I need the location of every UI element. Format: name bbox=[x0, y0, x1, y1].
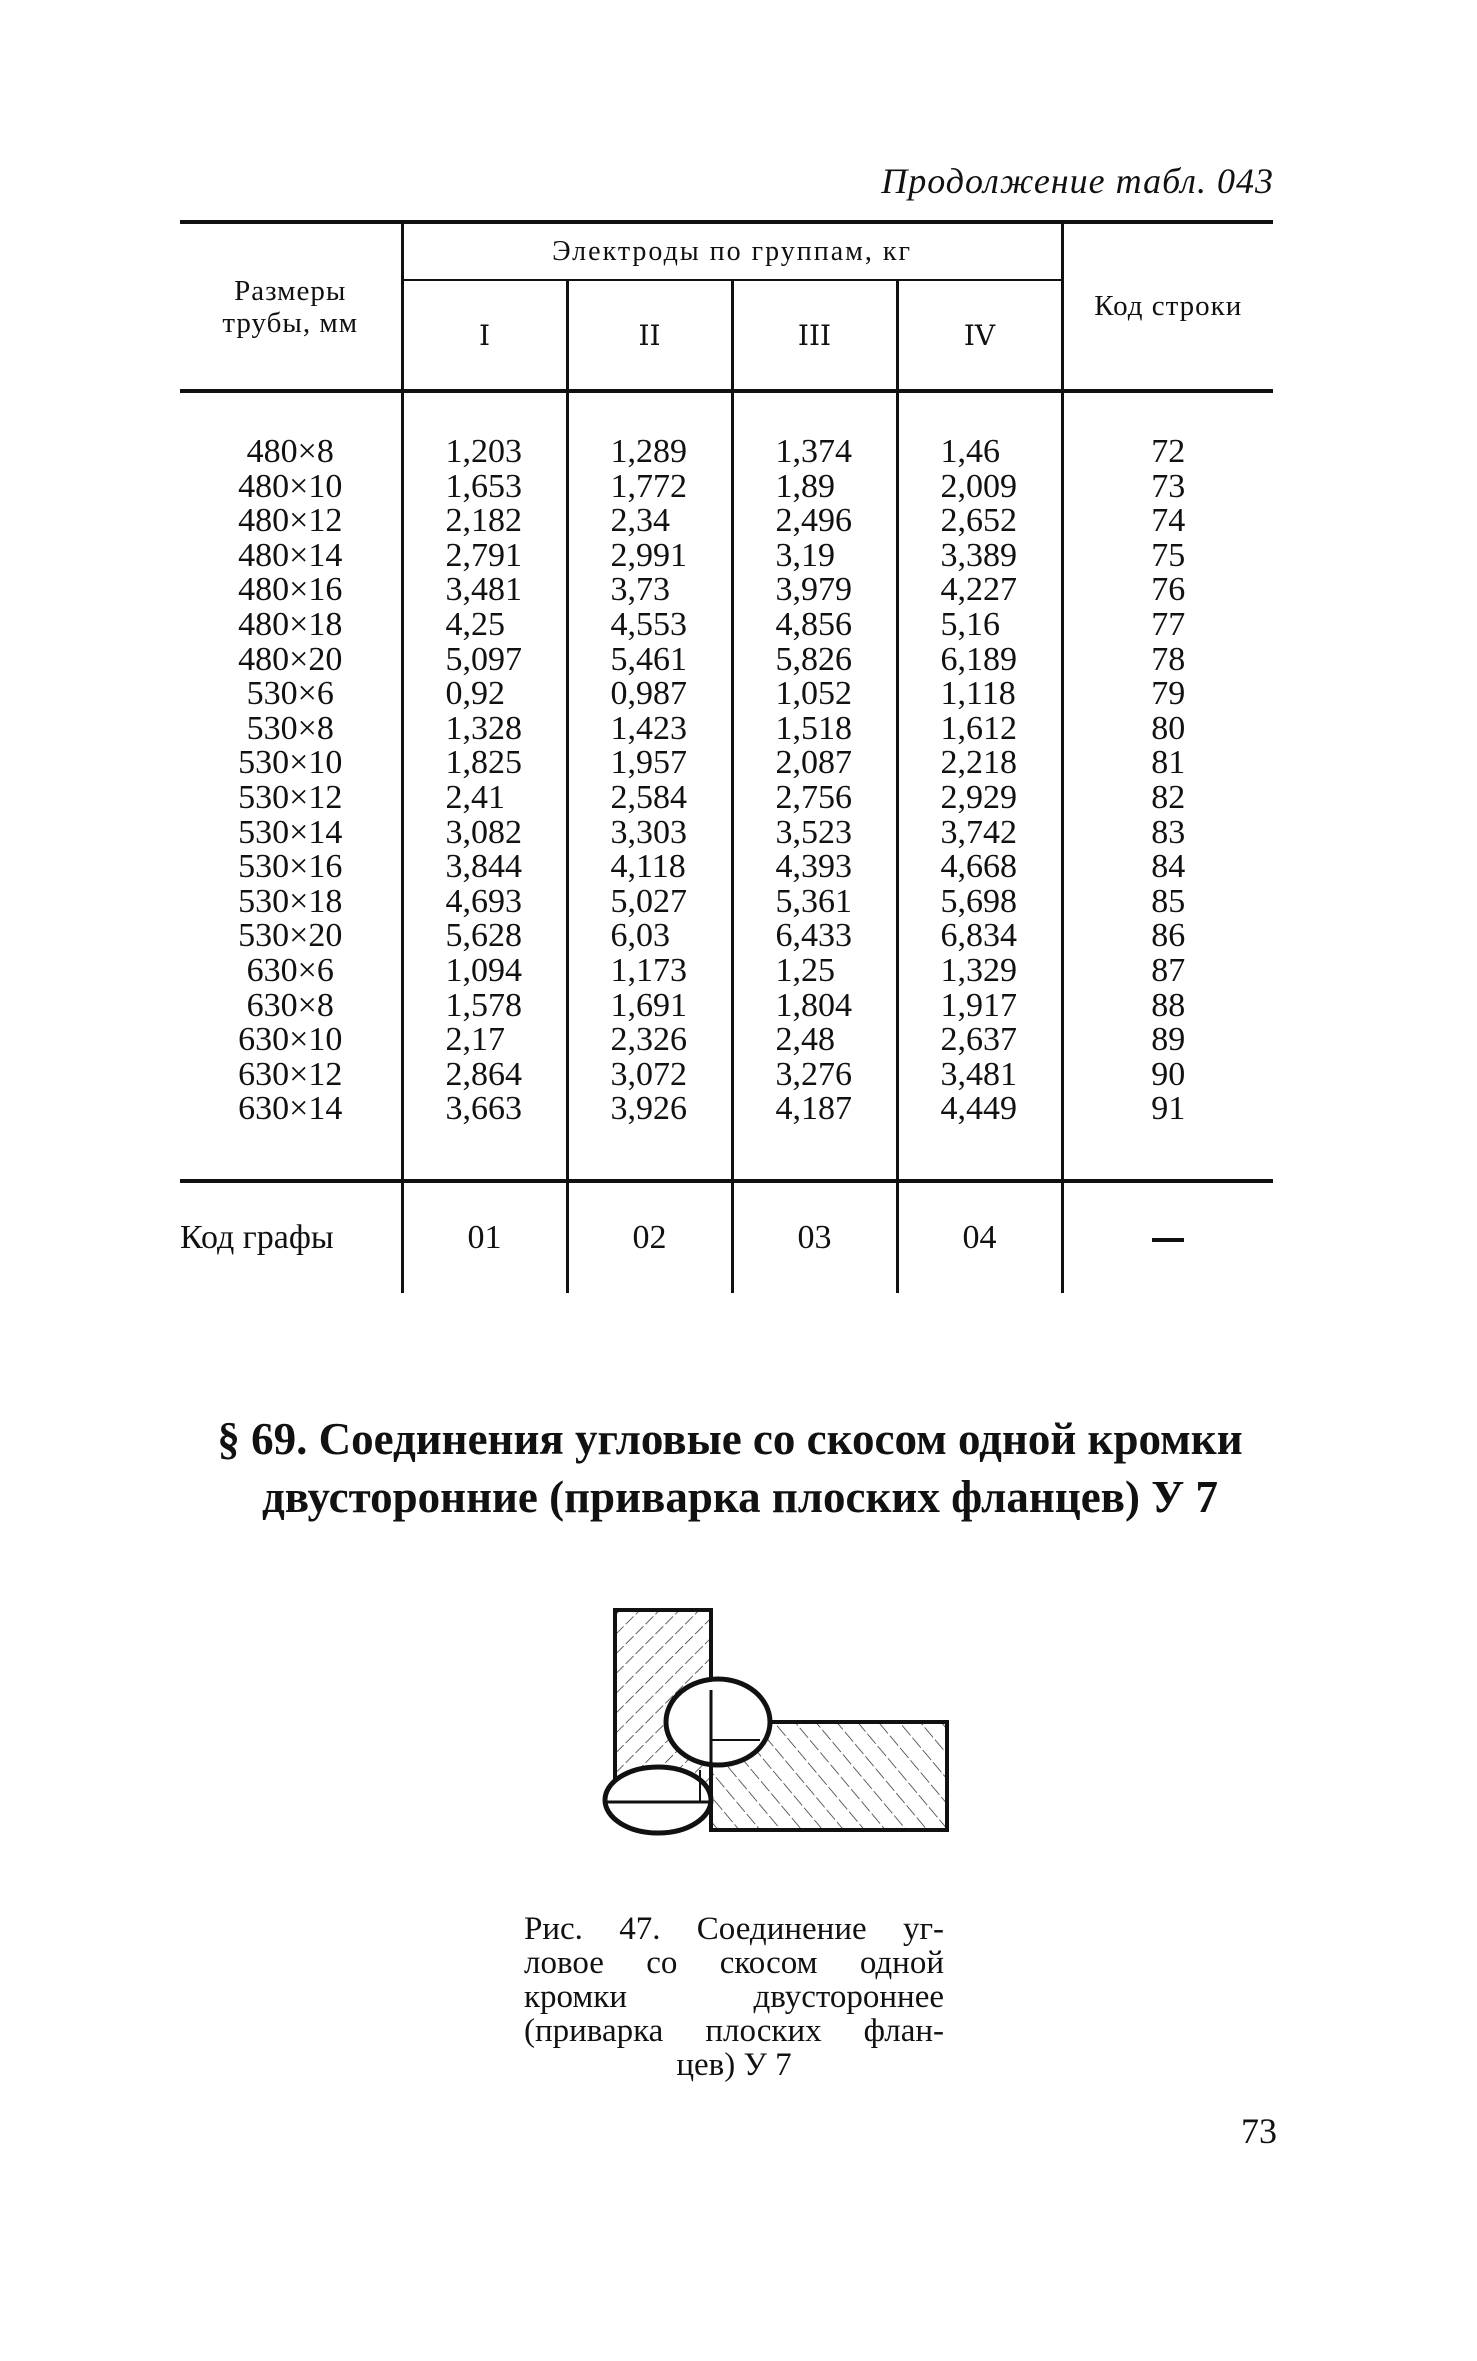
table-cell: 2,864 bbox=[445, 1055, 522, 1093]
caption-line-4: (приварка плоских флан- bbox=[524, 2013, 944, 2049]
table-cell: 79 bbox=[1151, 675, 1186, 713]
table-cell: 3,844 bbox=[445, 848, 522, 886]
table-cell: 530×16 bbox=[238, 848, 343, 886]
table-cell: 1,25 bbox=[775, 951, 835, 989]
table-cell: 480×10 bbox=[238, 467, 343, 505]
table-cell: 1,691 bbox=[610, 986, 687, 1024]
table-cell: 1,957 bbox=[610, 744, 687, 782]
weld-joint-figure bbox=[600, 1590, 960, 1890]
table-cell: 5,698 bbox=[940, 882, 1017, 920]
table-cell: 1,374 bbox=[775, 433, 852, 470]
table-cell: 1,518 bbox=[775, 709, 852, 747]
table-cell: 0,987 bbox=[610, 675, 687, 713]
table-cell: 85 bbox=[1151, 882, 1186, 920]
row-code-column bbox=[1062, 391, 1273, 1181]
table-cell: 3,276 bbox=[775, 1055, 852, 1093]
table-cell: 2,637 bbox=[940, 1021, 1017, 1059]
table-cell: 630×12 bbox=[238, 1055, 343, 1093]
table-cell: 530×20 bbox=[238, 917, 343, 955]
electrode-groups-header: Электроды по группам, кг bbox=[402, 222, 1062, 280]
group-3-column bbox=[732, 391, 897, 1181]
table-cell: 91 bbox=[1151, 1090, 1186, 1128]
row-code-header: Код строки bbox=[1062, 222, 1273, 391]
table-cell: 480×16 bbox=[238, 571, 343, 609]
page-number: 73 bbox=[1241, 2111, 1277, 2151]
table-cell: 2,34 bbox=[610, 502, 670, 540]
table-cell: 73 bbox=[1151, 467, 1186, 505]
table-cell: 630×14 bbox=[238, 1090, 343, 1128]
table-cell: 2,182 bbox=[445, 502, 522, 540]
table-cell: 4,856 bbox=[775, 605, 852, 643]
table-cell: 89 bbox=[1151, 1021, 1186, 1059]
table-cell: 6,433 bbox=[775, 917, 852, 955]
table-cell: 4,187 bbox=[775, 1090, 852, 1128]
table-cell: 6,834 bbox=[940, 917, 1017, 955]
table-cell: 1,804 bbox=[775, 986, 852, 1024]
caption-line-5: цев) У 7 bbox=[676, 2047, 792, 2083]
table-cell: 480×8 bbox=[246, 433, 334, 470]
table-cell: 3,481 bbox=[445, 571, 522, 609]
table-cell: 5,628 bbox=[445, 917, 522, 955]
table-cell: 3,523 bbox=[775, 813, 852, 851]
table-cell: 1,772 bbox=[610, 467, 687, 505]
table-cell: 84 bbox=[1151, 848, 1186, 886]
table-cell: 4,668 bbox=[940, 848, 1017, 886]
group-header-4: IV bbox=[897, 280, 1062, 391]
caption-line-1: Рис. 47. Соединение уг- bbox=[524, 1911, 944, 1947]
table-cell: 4,449 bbox=[940, 1090, 1017, 1128]
table-cell: 5,16 bbox=[940, 605, 1000, 643]
table-cell: 630×8 bbox=[246, 986, 334, 1024]
table-cell: 1,46 bbox=[940, 433, 1000, 470]
table-cell: 530×12 bbox=[238, 778, 343, 816]
table-cell: 3,082 bbox=[445, 813, 522, 851]
table-cell: 86 bbox=[1151, 917, 1186, 955]
table-cell: 4,25 bbox=[445, 605, 505, 643]
table-cell: 5,097 bbox=[445, 640, 522, 678]
table-cell: 2,17 bbox=[445, 1021, 505, 1059]
table-cell: 1,328 bbox=[445, 709, 522, 747]
table-cell: 530×6 bbox=[246, 675, 334, 713]
table-cell: 3,389 bbox=[940, 536, 1017, 574]
table-cell: 3,663 bbox=[445, 1090, 522, 1128]
table-cell: 2,087 bbox=[775, 744, 852, 782]
table-cell: 530×14 bbox=[238, 813, 343, 851]
table-cell: 2,496 bbox=[775, 502, 852, 540]
column-code-label: Код графы bbox=[180, 1181, 402, 1293]
table-cell: 480×12 bbox=[238, 502, 343, 540]
pipe-size-header: Размеры трубы, мм bbox=[180, 222, 402, 391]
table-cell: 2,791 bbox=[445, 536, 522, 574]
table-cell: 530×8 bbox=[246, 709, 334, 747]
table-cell: 0,92 bbox=[445, 675, 505, 713]
table-cell: 81 bbox=[1151, 744, 1186, 782]
column-code-1: 01 bbox=[402, 1181, 567, 1293]
table-cell: 2,584 bbox=[610, 778, 687, 816]
table-cell: 3,19 bbox=[775, 536, 835, 574]
table-cell: 2,218 bbox=[940, 744, 1017, 782]
table-cell: 1,203 bbox=[445, 433, 522, 470]
table-cell: 2,41 bbox=[445, 778, 505, 816]
table-cell: 76 bbox=[1151, 571, 1186, 609]
section-title-line-2: двусторонние (приварка плоских фланцев) У 7 bbox=[261, 1472, 1218, 1522]
caption-line-2: ловое со скосом одной bbox=[524, 1945, 944, 1981]
table-cell: 1,052 bbox=[775, 675, 852, 713]
table-cell: 3,481 bbox=[940, 1055, 1017, 1093]
table-cell: 1,173 bbox=[610, 951, 687, 989]
table-cell: 4,693 bbox=[445, 882, 522, 920]
table-cell: 90 bbox=[1151, 1055, 1186, 1093]
table-cell: 1,329 bbox=[940, 951, 1017, 989]
table-cell: 1,825 bbox=[445, 744, 522, 782]
group-2-column bbox=[567, 391, 732, 1181]
table-cell: 1,917 bbox=[940, 986, 1017, 1024]
column-code-4: 04 bbox=[897, 1181, 1062, 1293]
table-cell: 2,991 bbox=[610, 536, 687, 574]
table-cell: 3,979 bbox=[775, 571, 852, 609]
table-cell: 530×10 bbox=[238, 744, 343, 782]
table-cell: 2,48 bbox=[775, 1021, 835, 1059]
table-cell: 5,826 bbox=[775, 640, 852, 678]
table-cell: 88 bbox=[1151, 986, 1186, 1024]
table-cell: 3,73 bbox=[610, 571, 670, 609]
section-title-line-1: § 69. Соединения угловые со скосом одной кромки bbox=[217, 1414, 1243, 1464]
table-cell: 82 bbox=[1151, 778, 1186, 816]
table-cell: 3,926 bbox=[610, 1090, 687, 1128]
section-heading bbox=[120, 1410, 1340, 1526]
table-cell: 4,118 bbox=[610, 848, 686, 886]
table-cell: 74 bbox=[1151, 502, 1186, 540]
table-cell: 480×20 bbox=[238, 640, 343, 678]
lower-weld-bead bbox=[605, 1767, 711, 1833]
table-cell: 1,289 bbox=[610, 433, 687, 470]
table-cell: 5,361 bbox=[775, 882, 852, 920]
table-cell: 78 bbox=[1151, 640, 1186, 678]
table-cell: 6,03 bbox=[610, 917, 670, 955]
electrode-consumption-table bbox=[180, 220, 1273, 1293]
table-cell: 87 bbox=[1151, 951, 1186, 989]
table-cell: 1,612 bbox=[940, 709, 1017, 747]
group-header-3: III bbox=[732, 280, 897, 391]
table-cell: 480×18 bbox=[238, 605, 343, 643]
table-cell: 2,652 bbox=[940, 502, 1017, 540]
table-cell: 5,461 bbox=[610, 640, 687, 678]
table-cell: 5,027 bbox=[610, 882, 687, 920]
group-header-2: II bbox=[567, 280, 732, 391]
table-cell: 1,89 bbox=[775, 467, 835, 505]
table-cell: 3,742 bbox=[940, 813, 1017, 851]
table-cell: 1,578 bbox=[445, 986, 522, 1024]
table-cell: 4,393 bbox=[775, 848, 852, 886]
table-cell: 2,756 bbox=[775, 778, 852, 816]
table-cell: 4,227 bbox=[940, 571, 1017, 609]
group-4-column bbox=[897, 391, 1062, 1181]
table-cell: 2,326 bbox=[610, 1021, 687, 1059]
table-cell: 1,423 bbox=[610, 709, 687, 747]
row-code-dash bbox=[1062, 1181, 1273, 1293]
table-cell: 3,072 bbox=[610, 1055, 687, 1093]
table-continuation-label: Продолжение табл. 043 bbox=[881, 161, 1274, 201]
table-cell: 83 bbox=[1151, 813, 1186, 851]
column-code-2: 02 bbox=[567, 1181, 732, 1293]
table-cell: 72 bbox=[1151, 433, 1186, 470]
table-cell: 630×6 bbox=[246, 951, 334, 989]
table-cell: 77 bbox=[1151, 605, 1186, 643]
table-cell: 1,653 bbox=[445, 467, 522, 505]
table-cell: 630×10 bbox=[238, 1021, 343, 1059]
caption-line-3: кромки двустороннее bbox=[524, 1979, 944, 2015]
table-cell: 530×18 bbox=[238, 882, 343, 920]
upper-weld-bead bbox=[666, 1679, 770, 1765]
table-cell: 1,118 bbox=[940, 675, 1016, 713]
table-cell: 2,009 bbox=[940, 467, 1017, 505]
figure-caption bbox=[524, 1912, 944, 2082]
table-cell: 1,094 bbox=[445, 951, 522, 989]
table-cell: 75 bbox=[1151, 536, 1186, 574]
table-cell: 3,303 bbox=[610, 813, 687, 851]
table-cell: 80 bbox=[1151, 709, 1186, 747]
table-cell: 480×14 bbox=[238, 536, 343, 574]
table-cell: 4,553 bbox=[610, 605, 687, 643]
column-code-3: 03 bbox=[732, 1181, 897, 1293]
table-cell: 6,189 bbox=[940, 640, 1017, 678]
group-1-column bbox=[402, 391, 567, 1181]
pipe-size-column bbox=[180, 391, 402, 1181]
table-cell: 2,929 bbox=[940, 778, 1017, 816]
group-header-1: I bbox=[402, 280, 567, 391]
